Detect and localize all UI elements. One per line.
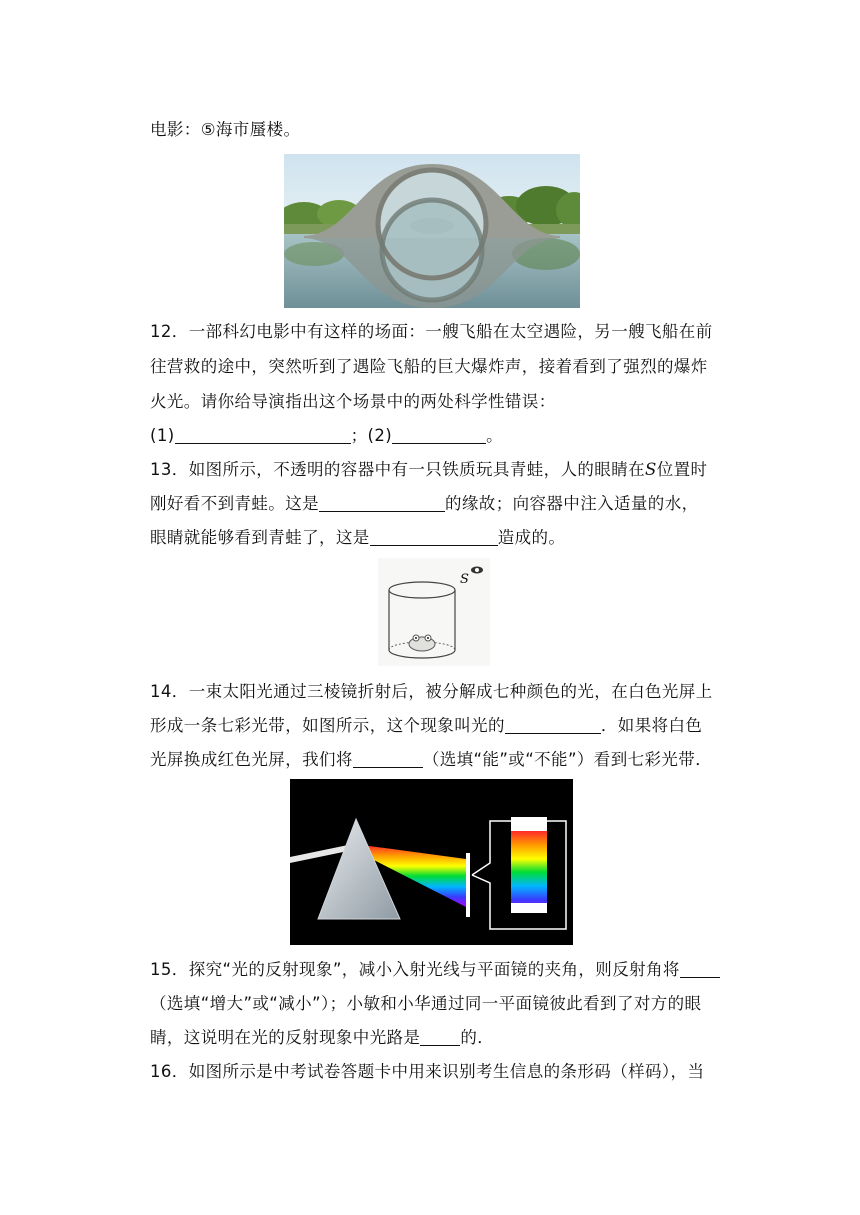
q12-part2-label: ；(2) [350, 426, 393, 445]
q14-blank-2[interactable] [353, 750, 423, 768]
q15-line-3 [150, 1026, 494, 1050]
q16-line-1: 16．如图所示是中考试卷答题卡中用来识别考生信息的条形码（样码），当 [150, 1062, 705, 1081]
q13-line-1-text: 13．如图所示，不透明的容器中有一只铁质玩具青蛙，人的眼睛在 [150, 460, 645, 479]
q15-line-1 [150, 958, 720, 982]
q15-line-2: （选填“增大”或“减小”）；小敏和小华通过同一平面镜彼此看到了对方的眼 [150, 994, 702, 1013]
q14-line-1: 14．一束太阳光通过三棱镜折射后，被分解成七种颜色的光，在白色光屏上 [150, 682, 713, 701]
q13-line-1-end: 位置时 [656, 460, 708, 479]
q13-blank-2[interactable] [370, 528, 498, 546]
intro-text: 电影：⑤海市蜃楼。 [150, 120, 301, 139]
q15-line-3-end: 的． [460, 1028, 495, 1047]
q13-line-3-end: 造成的。 [497, 528, 566, 547]
q15-line-3-text: 睛，这说明在光的反射现象中光路是 [150, 1028, 421, 1047]
q12-end-mark: 。 [486, 426, 503, 445]
q13-line-1 [150, 458, 707, 482]
q13-line-3-text: 眼睛就能够看到青蛙了，这是 [150, 528, 370, 547]
q12-answer-line [150, 424, 503, 448]
q13-s-position: S [645, 460, 657, 479]
q14-line-2 [150, 714, 702, 738]
q14-line-3 [150, 748, 712, 772]
q13-line-2-text: 刚好看不到青蛙。这是 [150, 494, 319, 513]
q14-line-3-end: （选填“能”或“不能”）看到七彩光带． [422, 750, 713, 769]
q14-blank-1[interactable] [505, 716, 601, 734]
frog-container-figure [378, 558, 490, 666]
q15-line-1-text: 15．探究“光的反射现象”，减小入射光线与平面镜的夹角，则反射角将 [150, 960, 680, 979]
bridge-reflection-photo [284, 154, 580, 308]
q12-blank-2[interactable] [392, 426, 486, 444]
q12-blank-1[interactable] [175, 426, 351, 444]
q12-line-2: 往营救的途中，突然听到了遇险飞船的巨大爆炸声，接着看到了强烈的爆炸 [150, 357, 708, 376]
q15-blank-1[interactable] [680, 960, 720, 978]
q14-line-3-text: 光屏换成红色光屏，我们将 [150, 750, 353, 769]
prism-dispersion-figure [290, 779, 573, 945]
q15-blank-2[interactable] [420, 1028, 460, 1046]
q13-blank-1[interactable] [319, 494, 445, 512]
q14-line-2-text: 形成一条七彩光带，如图所示，这个现象叫光的 [150, 716, 505, 735]
eye-s-label: S [460, 572, 469, 587]
q13-line-3 [150, 526, 565, 550]
q12-line-1: 12．一部科幻电影中有这样的场面：一艘飞船在太空遇险，另一艘飞船在前 [150, 322, 713, 341]
q13-line-2 [150, 492, 699, 516]
q13-line-2-end: 的缘故；向容器中注入适量的水， [445, 494, 699, 513]
q12-line-3: 火光。请你给导演指出这个场景中的两处科学性错误： [150, 392, 556, 411]
q12-part1-label: (1) [150, 426, 175, 445]
q14-line-2-end: ．如果将白色 [600, 716, 703, 735]
